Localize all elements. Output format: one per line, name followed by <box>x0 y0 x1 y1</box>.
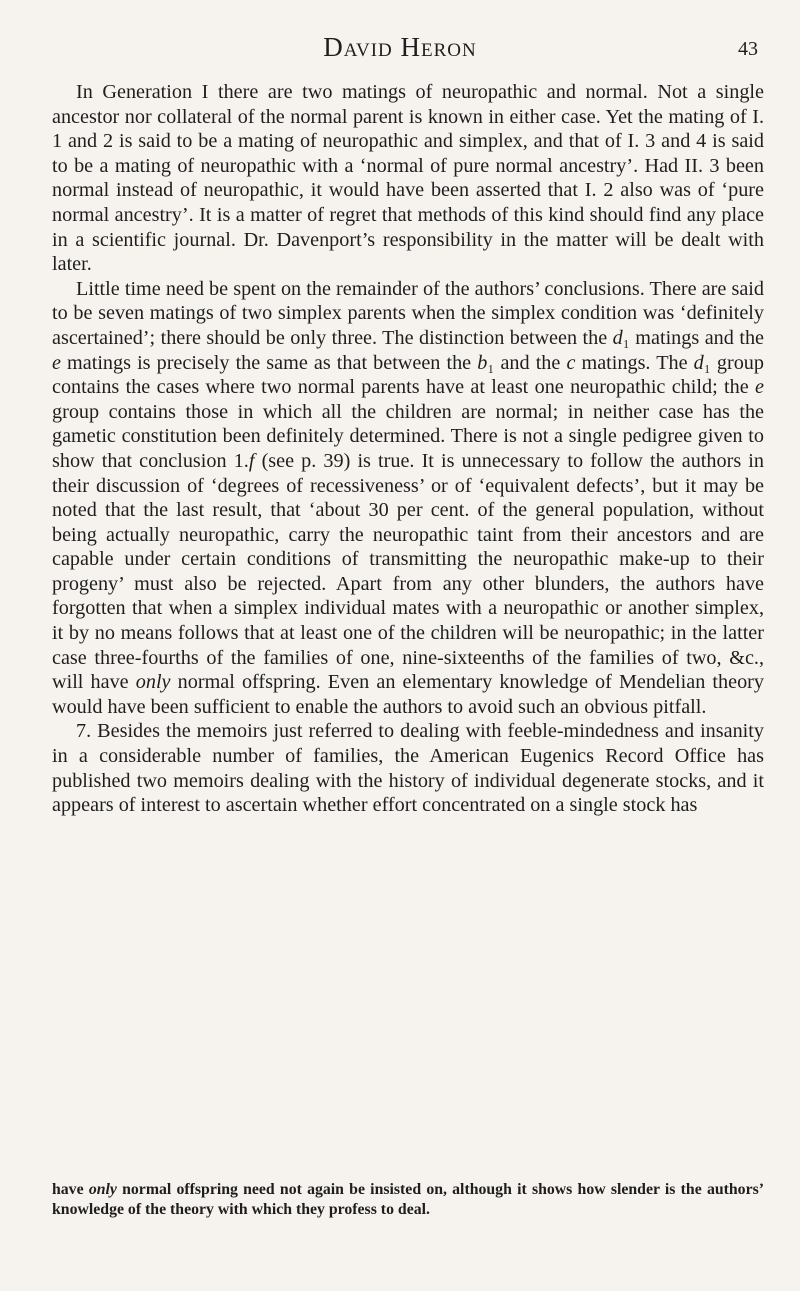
italic-symbol: c <box>566 351 576 374</box>
text-run: matings and the <box>629 326 765 349</box>
italic-symbol: b <box>477 351 488 374</box>
text-run: group contains those in which all the children are normal; in neither case has the gametic constitution been definitely determined. There is not a single pedigree given to show that conclusion 1. <box>52 400 764 472</box>
paragraph-remainder-conclusions <box>52 277 764 720</box>
text-run: and the <box>494 351 567 374</box>
italic-word: only <box>135 671 171 694</box>
text-run: (see p. 39) is true. It is unnecessary to follow the authors in their discussion of ‘degrees of recessiveness’ or of ‘equivalent defects’, but it may be noted that the last result, that ‘about 30 per cent. of the general population, without being actually neuropathic, carry the neuropathic taint from their ancestors and are capable under certain conditions of transmitting the neuropathic make-up to their progeny’ must also be rejected. Apart from any other blunders, the authors have forgotten that when a simplex individual mates with a neuropathic or another simplex, it by no means follows that at least one of the children will be neuropathic; in the latter case three-fourths of the families of one, nine-sixteenths of the families of two, &c., will have <box>52 449 764 694</box>
subscript-digit: ₁ <box>703 351 711 374</box>
italic-symbol: d <box>612 326 623 349</box>
text-run: normal offspring. Even an elementary knowledge of Mendelian theory would have been sufficient to enable the authors to avoid such an obvious pitfall. <box>52 671 765 718</box>
text-run: have <box>52 1181 89 1198</box>
italic-symbol: e <box>755 376 764 399</box>
running-title: David Heron <box>323 32 477 62</box>
text-run: In Generation I there are two matings of neuropathic and normal. Not a single ancestor nor collateral of the normal parent is known in either case. Yet the mating of I. 1 and 2 is said to be a mating of neuropathic and simplex, and that of I. 3 and 4 is said to be a mating of neuropathic with a ‘normal of pure normal ancestry’. Had II. 3 been normal instead of neuropathic, it would have been asserted that I. 2 also was of ‘pure normal ancestry’. It is a matter of regret that methods of this kind should find any place in a scientific journal. Dr. Davenport’s responsibility in the matter will be dealt with later. <box>52 81 764 276</box>
text-run: 7. Besides the memoirs just referred to dealing with feeble-mindedness and insanity in a considerable number of families, the American Eugenics Record Office has published two memoirs dealing with the history of individual degenerate stocks, and it appears of interest to ascertain whether effort concentrated on a single stock has <box>52 720 764 817</box>
page-number: 43 <box>738 38 758 60</box>
paragraph-generation-one <box>52 80 764 277</box>
italic-symbol: f <box>248 449 255 472</box>
text-run: matings is precisely the same as that between the <box>60 351 478 374</box>
footnote <box>52 1180 764 1220</box>
paragraph-section-seven <box>52 719 764 817</box>
text-run: normal offspring need not again be insisted on, although it shows how slender is the authors’ knowledge of the theory with which they profess to deal. <box>52 1181 764 1218</box>
text-run: Little time need be spent on the remainder of the authors’ conclusions. There are said to be seven matings of two simplex parents when the simplex condition was ‘definitely ascertained’; there should be only three. The distinction between the <box>52 277 764 349</box>
subscript-digit: ₁ <box>487 351 495 374</box>
text-run: group contains the cases where two normal parents have at least one neuropathic child; the <box>52 351 764 399</box>
body-text <box>52 80 764 818</box>
italic-symbol: d <box>693 351 704 374</box>
text-run: matings. The <box>575 351 694 374</box>
subscript-digit: ₁ <box>622 326 630 349</box>
italic-word: only <box>88 1181 117 1198</box>
running-head <box>0 28 800 64</box>
italic-symbol: e <box>52 351 61 374</box>
